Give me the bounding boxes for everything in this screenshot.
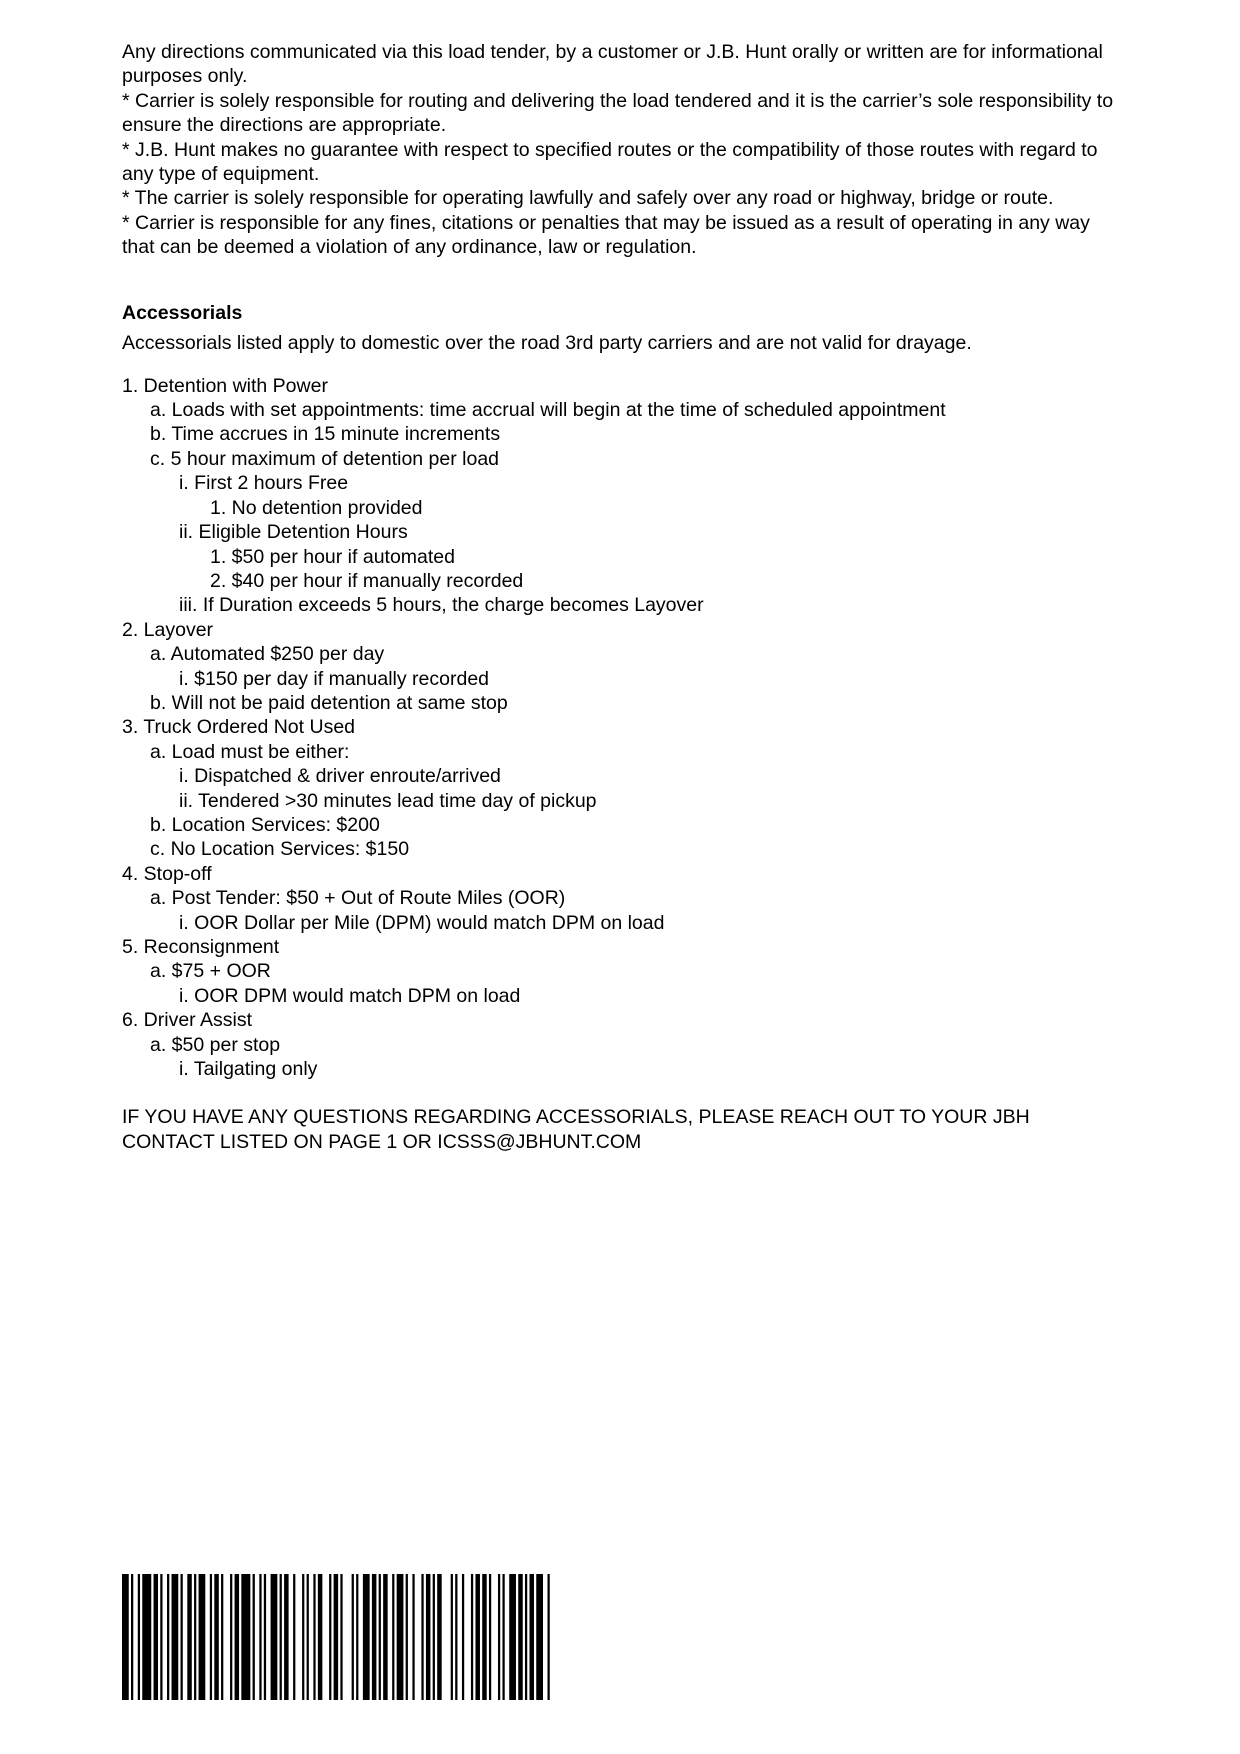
list-item: i. $150 per day if manually recorded — [179, 667, 490, 690]
barcode-bar — [498, 1574, 500, 1700]
barcode-bar — [210, 1574, 212, 1700]
barcode-bar — [131, 1574, 133, 1700]
list-item: iii. If Duration exceeds 5 hours, the charge becomes Layover — [179, 594, 704, 617]
barcode-bar — [392, 1574, 394, 1700]
barcode-bar — [433, 1574, 435, 1700]
accessorials-heading: Accessorials — [122, 301, 243, 324]
list-item: a. Load must be either: — [150, 740, 350, 763]
list-item: ii. Eligible Detention Hours — [179, 521, 408, 544]
list-item: b. Time accrues in 15 minute increments — [150, 423, 501, 446]
barcode-bar — [372, 1574, 377, 1700]
barcode-bar — [307, 1574, 309, 1700]
disclaimer-point: * Carrier is solely responsible for routing and delivering the load tendered and it is the carrier’s sole responsibility to ensure the directions are appropriate. — [122, 89, 1114, 137]
barcode-bar — [548, 1574, 550, 1700]
list-item: 6. Driver Assist — [122, 1009, 253, 1032]
barcode-bar — [221, 1574, 223, 1700]
barcode-bar — [406, 1574, 408, 1700]
list-item: a. Loads with set appointments: time accrual will begin at the time of scheduled appointment — [150, 399, 946, 422]
accessorials-list — [122, 374, 1122, 1082]
barcode-bar — [451, 1574, 453, 1700]
barcode-bar — [397, 1574, 404, 1700]
list-item: 2. Layover — [122, 618, 214, 641]
barcode-bar — [482, 1574, 487, 1700]
barcode-bar — [271, 1574, 278, 1700]
list-item: i. OOR DPM would match DPM on load — [179, 984, 521, 1007]
barcode-bar — [471, 1574, 473, 1700]
barcode-bar — [241, 1574, 250, 1700]
list-item: a. $50 per stop — [150, 1033, 281, 1056]
barcode-bar — [363, 1574, 370, 1700]
list-item: 2. $40 per hour if manually recorded — [210, 569, 524, 592]
barcode-bar — [462, 1574, 464, 1700]
list-item: 5. Reconsignment — [122, 936, 280, 958]
barcode-bar — [329, 1574, 331, 1700]
barcode-bar — [293, 1574, 295, 1700]
list-item: ii. Tendered >30 minutes lead time day of pickup — [179, 789, 597, 812]
barcode-bar — [199, 1574, 206, 1700]
barcode-bar — [529, 1574, 534, 1700]
barcode-bar — [525, 1574, 527, 1700]
list-item: c. No Location Services: $150 — [150, 838, 410, 861]
barcode-bar — [475, 1574, 480, 1700]
disclaimer-point: * J.B. Hunt makes no guarantee with respect to specified routes or the compatibility of those routes with regard to any type of equipment. — [122, 138, 1098, 186]
barcode-bar — [172, 1574, 179, 1700]
barcode-bar — [455, 1574, 457, 1700]
barcode-bar — [280, 1574, 282, 1700]
barcode-bar — [352, 1574, 354, 1700]
list-item: b. Will not be paid detention at same stop — [150, 691, 508, 714]
barcode-bar — [259, 1574, 261, 1700]
barcode-bar — [509, 1574, 516, 1700]
list-item: a. $75 + OOR — [150, 960, 271, 983]
list-item: i. Dispatched & driver enroute/arrived — [179, 765, 501, 788]
barcode-bar — [421, 1574, 423, 1700]
barcode-bar — [235, 1574, 240, 1700]
barcode-bar — [253, 1574, 255, 1700]
barcode-bar — [187, 1574, 192, 1700]
barcode-bar — [412, 1574, 414, 1700]
barcode-bar — [214, 1574, 219, 1700]
barcode-bar — [334, 1574, 339, 1700]
barcode-bar — [142, 1574, 151, 1700]
list-item: c. 5 hour maximum of detention per load — [150, 447, 500, 470]
list-item: a. Post Tender: $50 + Out of Route Miles (OOR) — [150, 887, 566, 910]
list-item: i. OOR Dollar per Mile (DPM) would match DPM on load — [179, 911, 665, 934]
barcode-bar — [160, 1574, 162, 1700]
list-item: 3. Truck Ordered Not Used — [122, 716, 356, 739]
barcode-bar — [383, 1574, 388, 1700]
routing-disclaimer — [122, 40, 1122, 260]
list-item: a. Automated $250 per day — [150, 643, 385, 666]
barcode-bar — [437, 1574, 442, 1700]
barcode-bar — [154, 1574, 159, 1700]
disclaimer-intro: Any directions communicated via this load tender, by a customer or J.B. Hunt orally or written are for informational purposes only. — [122, 41, 1103, 88]
barcode-bar — [264, 1574, 266, 1700]
contact-note: IF YOU HAVE ANY QUESTIONS REGARDING ACCESSORIALS, PLEASE REACH OUT TO YOUR JBH CONTACT LISTED ON PAGE 1 OR ICSSS@JBHUNT.COM — [122, 1106, 1030, 1153]
barcode-bar — [379, 1574, 381, 1700]
disclaimer-point: * Carrier is responsible for any fines, citations or penalties that may be issued as a result of operating in any way that can be deemed a violation of any ordinance, law or regulation. — [122, 211, 1090, 259]
document-page — [122, 40, 1122, 1154]
barcode-bar — [230, 1574, 232, 1700]
list-item: 4. Stop-off — [122, 862, 212, 885]
barcode-bar — [356, 1574, 358, 1700]
accessorials-section — [122, 301, 1122, 1155]
barcode-bar — [426, 1574, 431, 1700]
list-item: b. Location Services: $200 — [150, 813, 380, 836]
barcode-bar — [284, 1574, 289, 1700]
barcode-bar — [302, 1574, 304, 1700]
barcode-icon — [122, 1574, 552, 1700]
barcode-bar — [518, 1574, 523, 1700]
barcode-bar — [536, 1574, 543, 1700]
list-item: i. Tailgating only — [179, 1058, 318, 1081]
list-item: 1. $50 per hour if automated — [210, 545, 455, 568]
barcode-bar — [181, 1574, 183, 1700]
barcode-bar — [167, 1574, 169, 1700]
accessorials-subtext: Accessorials listed apply to domestic over the road 3rd party carriers and are not valid for drayage. — [122, 331, 972, 354]
barcode-bar — [313, 1574, 315, 1700]
list-item: i. First 2 hours Free — [179, 472, 349, 495]
list-item: 1. No detention provided — [210, 496, 423, 519]
disclaimer-point: * The carrier is solely responsible for operating lawfully and safely over any road or highway, bridge or route. — [122, 187, 1054, 210]
barcode-bar — [340, 1574, 342, 1700]
list-item: 1. Detention with Power — [122, 374, 328, 397]
barcode-bar — [194, 1574, 196, 1700]
barcode-bar — [489, 1574, 491, 1700]
barcode-bar — [318, 1574, 323, 1700]
barcode-bar — [502, 1574, 504, 1700]
barcode-bar — [138, 1574, 140, 1700]
barcode-bar — [122, 1574, 129, 1700]
